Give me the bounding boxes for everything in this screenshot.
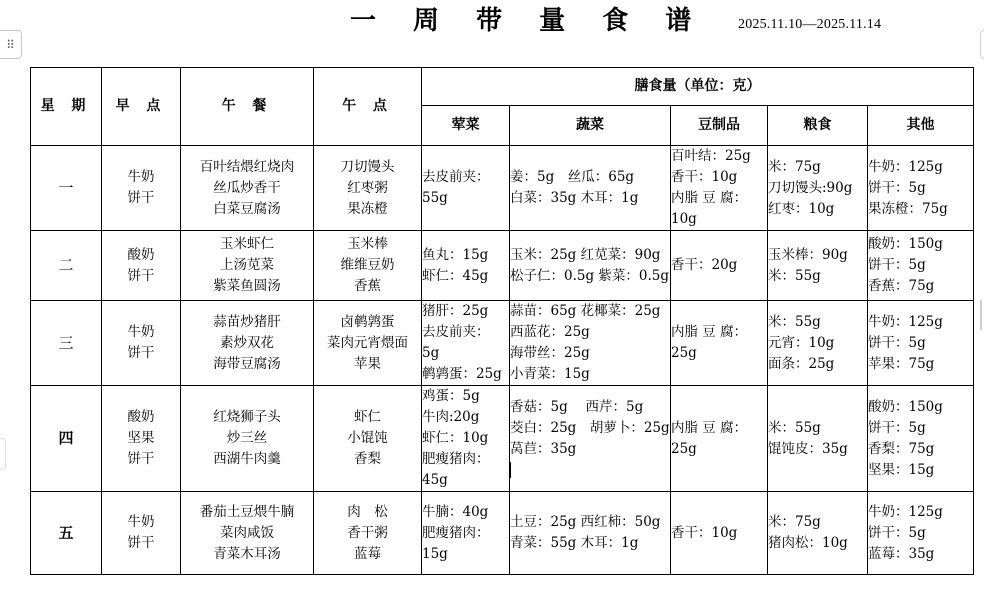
intake-item: 米：55g <box>768 419 821 436</box>
snack-cell <box>314 231 422 301</box>
table-row <box>31 146 974 231</box>
breakfast-cell <box>102 146 181 231</box>
intake-item: 香菇：5g 西芹：5g <box>510 398 644 415</box>
intake-item: 香干：10g <box>671 169 738 185</box>
intake-item: 牛奶：125g <box>868 313 943 330</box>
breakfast-cell <box>102 492 181 575</box>
menu-item: 百叶结煨红烧肉 <box>199 158 295 175</box>
intake-item: 白菜：35g 木耳：1g <box>510 190 639 206</box>
intake-item: 西蓝花：25g <box>510 324 590 340</box>
intake-item: 土豆：25g 西红柿：50g <box>510 514 661 530</box>
menu-item: 饼干 <box>127 190 155 206</box>
intake-item: 牛奶：125g <box>868 503 943 520</box>
menu-item: 菜肉元宵煨面 <box>327 334 408 351</box>
intake-item: 酸奶：150g <box>868 398 943 415</box>
lunch-cell <box>181 301 314 386</box>
intake-item: 海带丝：25g <box>510 345 590 361</box>
vegetables-cell <box>510 301 671 386</box>
menu-item: 苹果 <box>354 355 381 372</box>
intake-item: 虾仁：10g <box>422 430 489 446</box>
intake-item: 香干：20g <box>671 257 738 273</box>
header-lunch: 午 餐 <box>181 68 314 146</box>
weekday-cell: 一 <box>31 146 102 231</box>
intake-item: 米：75g <box>768 514 821 530</box>
soy-cell <box>671 301 768 386</box>
breakfast-cell <box>102 231 181 301</box>
menu-item: 刀切馒头 <box>340 158 395 175</box>
intake-item: 去皮前夹： <box>422 324 490 340</box>
intake-item: 内脂 豆 腐： <box>671 190 748 206</box>
intake-item: 红枣：10g <box>768 200 835 217</box>
intake-item: 小青菜：15g <box>510 366 590 382</box>
snack-cell <box>314 301 422 386</box>
intake-item: 猪肉松：10g <box>768 535 848 551</box>
menu-item: 酸奶 <box>127 246 155 263</box>
vegetables-cell[interactable] <box>510 386 671 492</box>
menu-item: 上汤苋菜 <box>220 257 274 273</box>
intake-item: 香梨：75g <box>868 440 935 457</box>
intake-item: 45g <box>422 472 448 488</box>
intake-item: 牛奶：125g <box>868 158 943 175</box>
menu-item: 坚果 <box>127 430 155 446</box>
menu-item: 番茄土豆煨牛腩 <box>199 503 295 520</box>
intake-item: 内脂 豆 腐： <box>671 324 748 340</box>
intake-item: 肥瘦猪肉： <box>422 451 490 467</box>
intake-item: 内脂 豆 腐： <box>671 419 748 436</box>
menu-item: 牛奶 <box>127 514 155 530</box>
intake-item: 鱼丸：15g <box>422 246 489 263</box>
grains-cell <box>768 386 868 492</box>
menu-item: 菜肉咸饭 <box>220 524 274 541</box>
menu-item: 香干粥 <box>347 524 388 541</box>
menu-item: 红枣粥 <box>347 179 388 196</box>
header-intake-group: 膳食量（单位：克） <box>422 68 974 106</box>
intake-item: 蓝莓：35g <box>868 545 935 562</box>
intake-item: 饼干：5g <box>868 524 926 541</box>
menu-item: 牛奶 <box>127 324 155 340</box>
intake-item: 松子仁：0.5g 紫菜：0.5g <box>510 267 670 284</box>
intake-item: 5g <box>422 345 440 361</box>
intake-item: 坚果：15g <box>868 461 935 478</box>
menu-item: 玉米虾仁 <box>220 236 274 252</box>
other-cell <box>868 146 974 231</box>
intake-item: 元宵：10g <box>768 334 835 351</box>
grains-cell <box>768 492 868 575</box>
page-title: 一 周 带 量 食 谱 <box>350 6 706 36</box>
other-cell <box>868 301 974 386</box>
menu-item: 饼干 <box>127 345 155 361</box>
header-breakfast-snack: 早 点 <box>102 68 181 146</box>
intake-item: 玉米：25g 红苋菜：90g <box>510 246 661 263</box>
intake-item: 牛腩：40g <box>422 503 489 520</box>
intake-item: 米：55g <box>768 267 821 284</box>
header-soy: 豆制品 <box>671 106 768 146</box>
lunch-cell <box>181 231 314 301</box>
menu-item: 饼干 <box>127 267 155 284</box>
snack-cell <box>314 492 422 575</box>
menu-item: 海带豆腐汤 <box>213 355 281 372</box>
intake-item: 饼干：5g <box>868 257 926 273</box>
intake-item: 青菜：55g 木耳：1g <box>510 535 639 551</box>
intake-item: 面条：25g <box>768 355 835 372</box>
menu-item: 白菜豆腐汤 <box>213 200 281 217</box>
intake-item: 米：55g <box>768 313 821 330</box>
date-range: 2025.11.10—2025.11.14 <box>738 17 882 32</box>
breakfast-cell <box>102 386 181 492</box>
intake-item: 去皮前夹： <box>422 169 490 185</box>
menu-item: 素炒双花 <box>220 334 274 351</box>
menu-item: 饼干 <box>127 535 155 551</box>
intake-item: 15g <box>422 545 448 562</box>
menu-item: 红烧狮子头 <box>213 409 281 425</box>
intake-item: 牛肉:20g <box>422 409 480 425</box>
lunch-cell <box>181 146 314 231</box>
menu-item: 肉 松 <box>347 503 388 520</box>
intake-item: 苹果：75g <box>868 355 935 372</box>
soy-cell <box>671 492 768 575</box>
menu-item: 青菜木耳汤 <box>213 545 281 562</box>
menu-item: 果冻橙 <box>347 200 388 217</box>
intake-item: 香干：10g <box>671 524 738 541</box>
header-weekday: 星 期 <box>31 68 102 146</box>
table-row <box>31 492 974 575</box>
menu-item: 虾仁 <box>354 409 381 425</box>
menu-item: 紫菜鱼圆汤 <box>213 278 281 294</box>
intake-item: 玉米棒：90g <box>768 246 848 263</box>
menu-item: 香梨 <box>354 451 381 467</box>
meat-cell <box>422 301 510 386</box>
table-row <box>31 231 974 301</box>
vegetables-cell <box>510 231 671 301</box>
intake-item: 饼干：5g <box>868 179 926 196</box>
intake-item: 茭白：25g 胡萝卜：25g <box>510 419 670 436</box>
intake-item: 蒜苗：65g 花椰菜：25g <box>510 303 661 319</box>
weekday-cell: 三 <box>31 301 102 386</box>
drag-handle-icon[interactable]: ⠿ <box>0 30 22 59</box>
intake-item: 馄饨皮：35g <box>768 440 848 457</box>
intake-item: 鹌鹑蛋：25g <box>422 366 502 382</box>
intake-item: 饼干：5g <box>868 334 926 351</box>
intake-item: 莴苣：35g <box>510 440 577 457</box>
grains-cell <box>768 146 868 231</box>
right-edge-handle[interactable] <box>980 30 984 59</box>
soy-cell <box>671 146 768 231</box>
other-cell <box>868 386 974 492</box>
meat-cell <box>422 146 510 231</box>
menu-item: 酸奶 <box>127 409 155 425</box>
vegetables-cell <box>510 146 671 231</box>
menu-item: 卤鹌鹑蛋 <box>340 313 395 330</box>
table-row <box>31 301 974 386</box>
menu-item: 西湖牛肉羹 <box>213 451 281 467</box>
vegetables-cell <box>510 492 671 575</box>
menu-item: 炒三丝 <box>226 430 268 446</box>
breakfast-cell <box>102 301 181 386</box>
header-afternoon-snack: 午 点 <box>314 68 422 146</box>
intake-item: 米：75g <box>768 158 821 175</box>
lunch-cell <box>181 386 314 492</box>
header-vegetables: 蔬菜 <box>510 106 671 146</box>
intake-item: 10g <box>671 211 697 227</box>
intake-item: 百叶结：25g <box>671 148 751 164</box>
menu-item: 小馄饨 <box>347 430 388 446</box>
intake-item: 肥瘦猪肉： <box>422 524 490 541</box>
grains-cell <box>768 301 868 386</box>
header-other: 其他 <box>868 106 974 146</box>
grains-cell <box>768 231 868 301</box>
menu-item: 维维豆奶 <box>340 257 395 273</box>
weekday-cell: 二 <box>31 231 102 301</box>
intake-item: 姜：5g 丝瓜：65g <box>510 169 635 185</box>
lunch-cell <box>181 492 314 575</box>
intake-item: 酸奶：150g <box>868 236 943 252</box>
intake-item: 25g <box>671 440 697 457</box>
snack-cell <box>314 146 422 231</box>
intake-item: 香蕉：75g <box>868 278 935 294</box>
weekly-menu-table <box>30 67 974 575</box>
intake-item: 饼干：5g <box>868 419 926 436</box>
menu-item: 蒜苗炒猪肝 <box>213 313 281 330</box>
meat-cell <box>422 492 510 575</box>
left-edge-collapse-handle[interactable] <box>0 438 6 470</box>
intake-item: 鸡蛋：5g <box>422 388 480 404</box>
menu-item: 饼干 <box>127 451 155 467</box>
intake-item: 刀切馒头:90g <box>768 179 853 196</box>
header-grains: 粮食 <box>768 106 868 146</box>
intake-item: 55g <box>422 190 448 206</box>
meat-cell <box>422 231 510 301</box>
menu-item: 牛奶 <box>127 169 155 185</box>
snack-cell <box>314 386 422 492</box>
menu-item: 香蕉 <box>354 278 381 294</box>
intake-item: 虾仁：45g <box>422 267 489 284</box>
text-cursor <box>510 462 511 478</box>
intake-item: 25g <box>671 345 697 361</box>
intake-item: 果冻橙：75g <box>868 200 948 217</box>
menu-item: 玉米棒 <box>347 236 388 252</box>
table-row <box>31 386 974 492</box>
soy-cell <box>671 386 768 492</box>
meat-cell <box>422 386 510 492</box>
other-cell <box>868 231 974 301</box>
header-meat: 荤菜 <box>422 106 510 146</box>
menu-item: 蓝莓 <box>354 545 381 562</box>
menu-item: 丝瓜炒香干 <box>213 179 281 196</box>
other-cell <box>868 492 974 575</box>
right-edge-marker <box>980 300 984 330</box>
weekday-cell: 五 <box>31 492 102 575</box>
weekday-cell: 四 <box>31 386 102 492</box>
intake-item: 猪肝：25g <box>422 303 489 319</box>
soy-cell <box>671 231 768 301</box>
